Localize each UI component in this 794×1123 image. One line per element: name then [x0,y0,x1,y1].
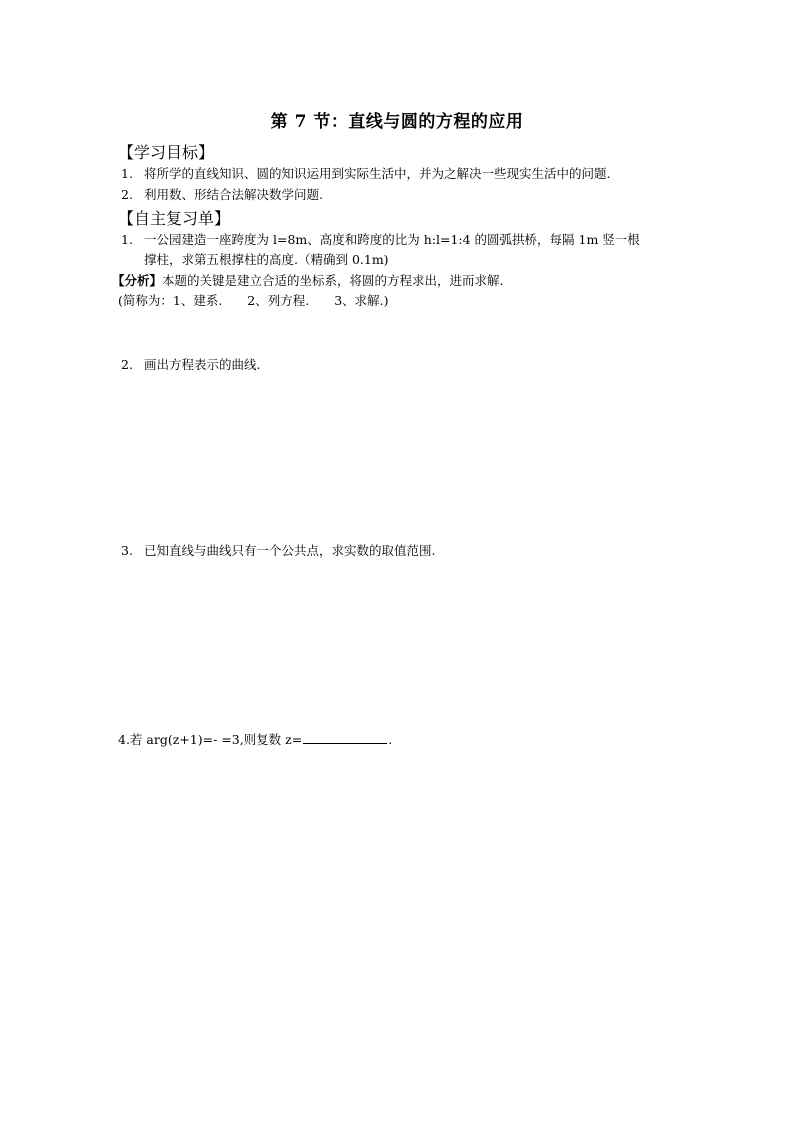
objectives-heading: 【学习目标】 [118,143,215,162]
objective-1-number: 1. [121,166,133,181]
objective-2-number: 2. [121,187,133,202]
problem-4-prefix: 4.若 arg(z+1)=- =3,则复数 z= [118,732,303,747]
answer-blank[interactable] [303,730,387,744]
problem-1-number: 1. [121,232,133,247]
problem-2-text: 画出方程表示的曲线. [144,357,261,372]
objective-2-text: 利用数、形结合法解决数学问题. [144,187,323,202]
analysis-line [112,273,504,289]
analysis-text: 本题的关键是建立合适的坐标系，将圆的方程求出，进而求解. [162,273,504,288]
problem-1-line-1: 一公园建造一座跨度为 l=8m、高度和跨度的比为 h:l=1:4 的圆弧拱桥，每隔 1m 竖一根 [144,232,640,247]
problem-4-suffix: . [388,732,393,747]
analysis-label: 【分析】 [112,273,163,288]
review-heading: 【自主复习单】 [118,209,231,228]
page-title: 第 7 节：直线与圆的方程的应用 [270,112,524,132]
objective-1-text: 将所学的直线知识、圆的知识运用到实际生活中，并为之解决一些现实生活中的问题. [144,166,611,181]
problem-3-text: 已知直线与曲线只有一个公共点，求实数的取值范围. [144,543,436,558]
problem-1-line-2: 撑柱，求第五根撑柱的高度.（精确到 0.1m) [144,252,389,267]
problem-3-number: 3. [121,543,133,558]
problem-4-line [118,730,392,748]
solution-steps: (简称为：1、建系. 2、列方程. 3、求解.) [118,293,389,308]
problem-2-number: 2. [121,357,133,372]
